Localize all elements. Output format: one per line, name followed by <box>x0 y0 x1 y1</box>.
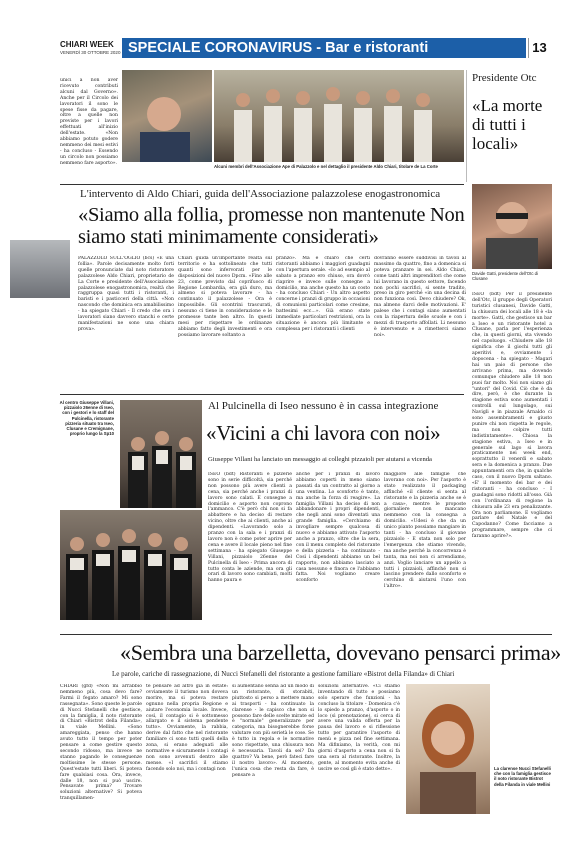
story3-column-2: te pensare ad altro già in estate: ovviamente il turismo non doveva morire, ma si poteva restare ognuno nella propria Regione e aiutare l'economia locale. Invece, così, il contagio si è sottomesso allargato e il sistema pendente tutto». Ovviamente, la rabbia, derive dal fatto che nel ristorante familiare ci sono tutti quelli della zona, si erano adeguati alle normative e sicuramente i contagi non sono avvenuti dentro alle mense. «I sacrifici il stiamo facendo solo noi, ma i contagi non <box>146 684 228 772</box>
otc-quote: «La morte di tutti i locali» <box>472 96 543 153</box>
story2-column-1: ISEO (bdt) Ristoranti e pizzerie sono in serie difficoltà, sia perché non possono più avere clienti a cena, sia perché anche i pranzi di lavoro sono calati. E consegne a domicilio e asporto non coprono l'ammanco. C'è però chi non si fa abbattere e ha deciso di restare vicino, oltre che ai clienti, anche ai dipendenti. «Lavorando solo a pranzo con la sala e i pranzi di lavoro non è come poter aprire per cena e avere il locale pieno nel fine settimana - ha spiegato Giuseppe Villani, pizzaiolo 26enne del Pulcinella di Iseo - Prima ancora di tutto conta le aziende, ma ora gli orari di lavoro sono cambiati, molti hanno paura e <box>208 472 292 584</box>
story2-photo-caption: Al centro Giuseppe Villani, pizzaiolo 26enne di Iseo, con i gestori e lo staff del Pulcinella, ristorante pizzeria situato tra Iseo, Clusane e Cremignane, proprio lungo la Sp10 <box>59 400 114 437</box>
portrait-figure-icon <box>406 684 490 814</box>
story3-column-3: si aumentano senha ad un modo di un ristorante, di storabiti, piuttosto si perso a mettere mano ai trasporti - ha continuato la clarense - le capisco che non si possono fare delle scelte mirate ed è "normale" generalizzare per categoria, ma bisognerebbe forse valutare con più serietà le cose. Se è tutto in regola e le normative sono rispettate, una chiusura non è necessaria. Tavoli da sei? Da quattro? Va bene, però fateci fare il nostro lavoro». Al momento, l'unica cosa che resta da fare, è pensare a <box>232 684 314 778</box>
story1-column-2: Chiari guida un'importante realtà sul territorio e ha sottolineato che tutti quanti sono infervorati per le disposizioni del nuovo Dpcm. «Fino alle 23, come previsto dal coprifuoco di Regione Lombardia, era già duro, ma almeno si poteva lavorare - ha continuato il palazzolese - Ora è impossibile. Gli scontrini trascurati, nessuno ci tiene in considerazione e le promesse tante ben altro. In questi mesi per rispettare le ordinanze abbiamo fatto degli investimenti e ora possiamo lavorare soltanto a <box>178 256 272 338</box>
staff-figures-icon <box>120 400 202 508</box>
sidebar-otc-text: ISEO (bdt) Per il presidente dell'Otc, il gruppo degli Operatori turistici clusanesi, Davide Gatti, la chiusura dei locali alle 18 è «la morte». Gatti, che gestisce un bar a Iseo e un ristorante hotel a Clusane, parla per l'esperienza che, in questi giorni, sta vivendo nel capoluogo. «Chiudere alle 18 significa che il giochi tutti gli aperitivi e, ovviamente i dopocena - ha spiegato - Magari hai un paio di persone che arrivano prima, ma dovendo comunque chiudere alle 18 non puoi far molto. Noi non siamo gli "untori" del Covid. Ciò che è da dire, però, è che durante la stagione estiva sono aumentati i controlli sul lungolago, sui Navigli e in piazzale Arnaldo ci sono assembramenti e giusto punire chi non rispetta le regole, ma non colpire tutti indistintamente». Chiosa la stagione estiva, a Iseo e in generale sul lago si lavora praticamente nei week end, soprattutto il venerdì e sabato sera e la domenica a pranzo. Due appuntamenti ora che, in qualche caso, con il nuovo Dpcm saltano. «E' il momento dei bar e dei ristoranti - ha concluso - I guadagni sono ridotti all'osso. Già con l'ordinanza di regione la chiusura alle 23 era penalizzante. Ora non parliamone. E vogliamo parlare del Natale e del Capodanno? Come facciamo a programmare, sempre che ci faranno aprire?». <box>472 292 552 540</box>
story1-kicker: L'intervento di Aldo Chiari, guida dell'Associazione palazzolese enogastronomica <box>80 188 441 200</box>
story1-column-4: dovranno essere suddivisi in tavoli al massimo da quattro, fino a domenica si poteva pranzare in sei. Aldo Chiari, come tanti altri imprenditori che come lui lavorano in questo settore, facendo non pochi sacrifici, si sente tradito, preso in giro perché «in una decina di non funziona così. Devo chiudere? Ok, ma almeno darci delle motivazioni. E' palese che i contagi siano aumentati con la riapertura delle scuole e con i mezzi di trasporto affollati. Li nessuno è intervenuto e a rimetterci siamo noi». <box>374 256 466 338</box>
portrait-figure-icon <box>122 70 212 162</box>
story1-column-1: PALAZZOLO SULL'OGLIO (bcs) «È una follia». Parole decisamente molto forti quelle pronunciate dal noto ristoratore palazzolese Aldo Chiari, proprietario de La Corte e presidente dell'Associazione palazzolese enogastronomica, realtà che raggruppa quasi tutti i ristoranti, i baristi e i pasticceri della città. «Non nascondo che dominica era amabilissimo - ha spiegato Chiari - Il credo che ora i lavoratori siano davvero stanchi e certe manifestazioni ne sono una chiara prova». <box>78 256 174 332</box>
story2-column-3: maggiore alle famiglie che lavorano con noi». Per l'asporto è stato realizzato il packaging affinché «il cliente si senta al ristorante e la pizzeria anche se è a casa», mentre le proposte giornaliere non mancano nemmeno con la consegna a domicilio. «Udesi è che da un unico pianto possiamo mangiare in tanti - ha concluso il giovane pizzaiolo - E stata non solo per l'emergenza che stiamo vivendo, ma anche perché la concorrenza è tanta, ma noi non ci arrendiamo, anzi. Voglio lanciare un appello a tutti i pizzaioli, affinché non si lascino prendere dallo sconforto e cerchino di aiutarsi l'uno con l'altro». <box>384 472 466 590</box>
divider <box>60 394 464 395</box>
pulcinella-staff-photo-bottom <box>60 510 202 620</box>
section-banner: SPECIALE CORONAVIRUS - Bar e ristoranti <box>122 38 526 58</box>
column-divider <box>466 70 467 182</box>
story3-column-1: CHIARI (gfd) «Non mi arrabbio nemmeno più, cosa devo fare? Farmi il fegato amaro? Mi sono rassegnata». Sono queste le parole di Nucci Stefanelli che gestisce, con la famiglia, il noto ristorante di Chiari «Bistrot della Filanda», in viale Mellini. «Sono amareggiata, penso che hanno avuto tutto il tempo per poter pensare a come gestire questo secondo ridosso, ma invece ne stanno pagando le conseguenze moltissime le stesse persone. Quest'estate tutti liberi. Si poteva fare qualsiasi cosa. Ora, invece, dalle 18, non si può uscire. Pensavate prima? Trovare soluzioni alternative? Si poteva tranquillamen- <box>60 684 142 802</box>
page-number: 13 <box>528 38 550 58</box>
story2-kicker: Al Pulcinella di Iseo nessuno è in cassa integrazione <box>208 400 439 412</box>
portrait-figure-icon <box>472 184 552 269</box>
story2-subhead: Giuseppe Villani ha lanciato un messaggio ai colleghi pizzaioli per aiutarsi a vicenda <box>208 456 432 463</box>
left-margin-photo <box>10 240 70 298</box>
story2-headline: «Vicini a chi lavora con noi» <box>206 421 441 445</box>
davide-gatti-photo <box>472 184 552 269</box>
story3-column-4: soluzioni alternative. «Ci stiamo inventando di tutto e possiamo solo sperare che funzioni - ha concluso la titolare - Domenica c'è lo spiedo a pranzo, d'asporto o in loco (sì prenotazione), si cerca di avere una valida offerta per la pausa del lavoro e si riflessione tutto per garantire l'asporto di menù e pizza nel fine settimana. Ma difiniamo, la verità, con mi giorni d'asporto a cena non si fa una sera al ristorante. Inoltre, la gente, al momento evita anche di uscire se così gli è stato detto». <box>318 684 400 772</box>
story1-headline: «Siamo alla follia, promesse non mantenute Non siamo stati minimamente considerati» <box>78 204 465 248</box>
story3-photo-caption: La clarense Nucci Stefanelli che con la famiglia gestisce il noto ristorante Bistrot della Filanda in viale Mellini <box>494 766 551 787</box>
association-group-photo <box>214 70 464 162</box>
staff-figures-icon <box>60 510 202 620</box>
nucci-stefanelli-photo <box>406 684 490 814</box>
top-photo-caption: Alcuni membri dell'Associazione Ape di Palazzolo e nel dettaglio il presidente Aldo Chiari, titolare de La Corte <box>214 164 438 169</box>
aldo-chiari-photo <box>122 70 212 162</box>
story2-column-2: anche per i pranzi di lavoro abbiamo coperti in meno siamo passati da un contratto al giorno a una ventina. Lo sconforto è tanto, ma anche la forza di reagire». La famiglia Villani ha deciso di non abbandonare i propri dipendenti, che negli anni sono diventati una grande famiglia. «Cerchiamo di invogliare sempre qualcosa di nuovo e abbiamo attivato l'asporto anche a pranzo, oltre che la sera, con il menu completo del ristorante e della pizzeria - ha continuato - Così i dipendenti abbiamo un bel rapporto, non abbiamo lasciato a casa nessuno e finora ce l'abbiamo fatta. Noi vogliamo creare sconforto <box>296 472 380 584</box>
story1-column-3: pranzo». Ma è chiaro che certi ristoranti abbiamo i maggiori guadagni con l'apertura serale. «Io ad esempio al sabato a pranzo ero chiuso, ora dovrò riaprire e invece sulle consegne a domicilio, ma anche questo ha un costo - ha concluso Chiari - Un altro aspetto concerne i pranzi di gruppo in occasioni di comunioni particolari come cresime, battesimi ecc...». Già erano state immediate particolari restrizioni, ora la situazione è ancora più limitante e complessa per i ristoranti i clienti <box>276 256 370 332</box>
otc-photo-caption: Davide Gatti, presidente dell'Otc di Clusane <box>472 271 539 282</box>
divider <box>60 634 552 635</box>
group-figures-icon <box>214 70 464 162</box>
story3-subhead: Le parole, cariche di rassegnazione, di Nucci Stefanelli del ristorante a gestione familiare «Bistrot della Filanda» di Chiari <box>112 670 455 678</box>
otc-kicker: Presidente Otc <box>472 72 537 84</box>
paper-name: CHIARI WEEK <box>60 40 114 49</box>
story3-headline: «Sembra una barzelletta, dovevano pensarci prima» <box>120 640 562 665</box>
issue-date: VENERDÌ 30 OTTOBRE 2020 <box>60 50 121 55</box>
top-intro-column: unici a non aver ricevuto contributi alcuni dal Governo». Anche per il Circolo dei lavoratori il sono le spese fisse da pagare, oltre a quelle non previste per i lavori effettuati all'inizio dell'estate. «Non abbiamo potuto godere nemmeno dei mesi estivi - ha concluso - Essendo un circolo non possiamo nemmeno fare asporto». <box>60 78 118 166</box>
divider <box>60 184 464 185</box>
pulcinella-staff-photo-top <box>120 400 202 508</box>
